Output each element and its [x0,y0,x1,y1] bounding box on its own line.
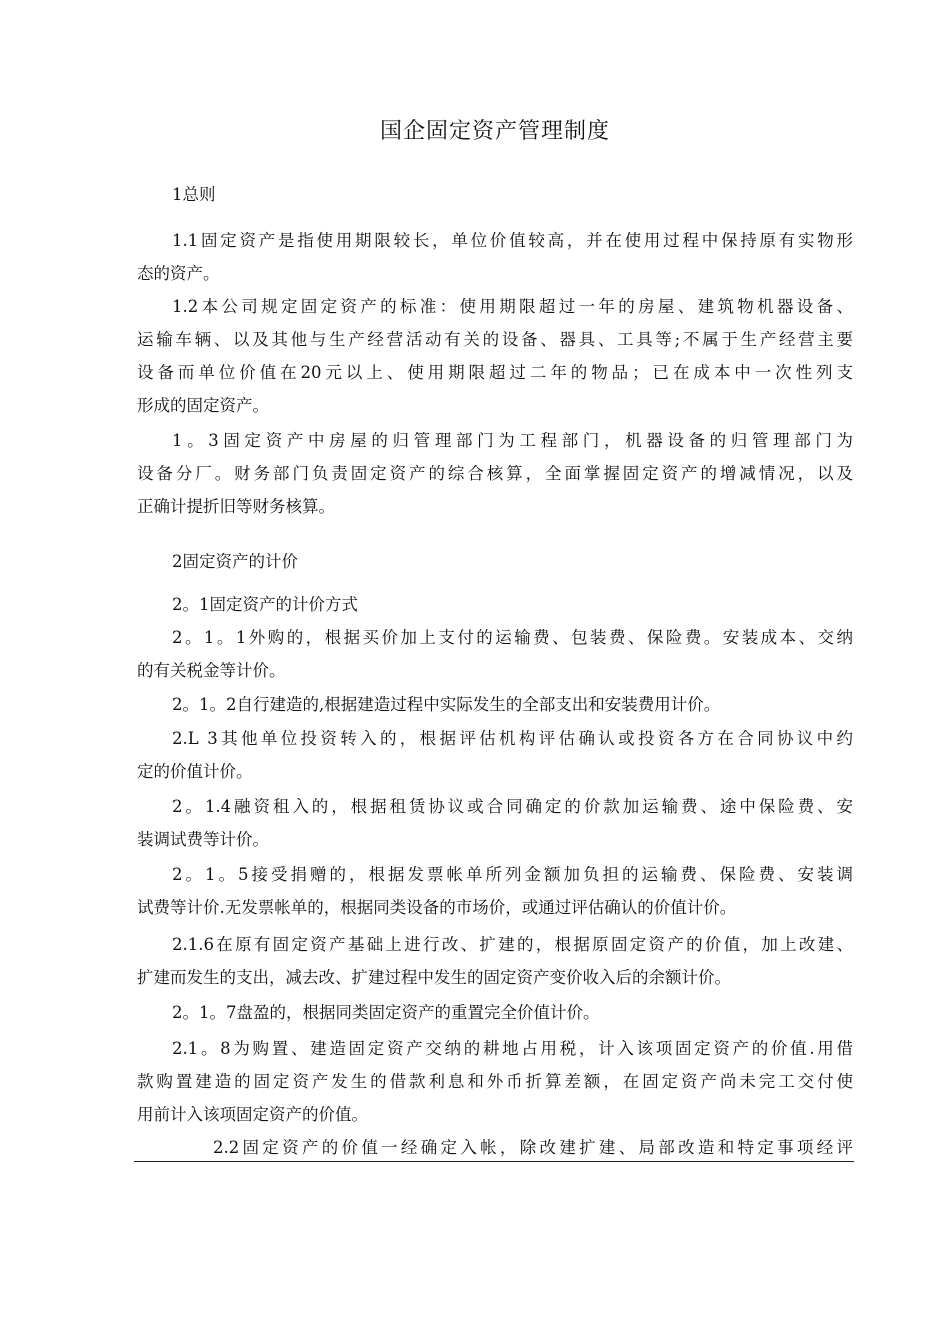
section-heading-2: 2固定资产的计价 [172,552,298,571]
paragraph-line: 1.2本公司规定固定资产的标准：使用期限超过一年的房屋、建筑物机器设备、 [172,297,853,316]
paragraph-line: 设备而单位价值在20元以上、使用期限超过二年的物品；已在成本中一次性列支 [137,363,853,382]
paragraph-line: 1。3固定资产中房屋的归管理部门为工程部门，机器设备的归管理部门为 [172,431,853,450]
section-heading-1: 1总则 [172,185,216,204]
paragraph-line: 款购置建造的固定资产发生的借款利息和外币折算差额，在固定资产尚未完工交付使 [137,1072,853,1091]
paragraph-line: 2.L 3其他单位投资转入的，根据评估机构评估确认或投资各方在合同协议中约 [172,729,853,748]
paragraph-line: 运输车辆、以及其他与生产经营活动有关的设备、器具、工具等;不属于生产经营主要 [137,330,853,349]
paragraph-line: 用前计入该项固定资产的价值。 [137,1105,368,1124]
paragraph-line: 2.1。8为购置、建造固定资产交纳的耕地占用税，计入该项固定资产的价值.用借 [172,1039,853,1058]
paragraph-line: 2。1。2自行建造的,根据建造过程中实际发生的全部支出和安装费用计价。 [172,695,721,714]
paragraph-line: 2。1。1外购的，根据买价加上支付的运输费、包装费、保险费。安装成本、交纳 [172,628,853,647]
paragraph-line: 试费等计价.无发票帐单的，根据同类设备的市场价，或通过评估确认的价值计价。 [137,898,737,917]
paragraph-line: 2。1。7盘盈的，根据同类固定资产的重置完全价值计价。 [172,1003,600,1022]
paragraph-line: 2.2固定资产的价值一经确定入帐，除改建扩建、局部改造和特定事项经评 [213,1138,853,1157]
paragraph-line: 2。1。5接受捐赠的，根据发票帐单所列金额加负担的运输费、保险费、安装调 [172,865,853,884]
paragraph-line: 设备分厂。财务部门负责固定资产的综合核算，全面掌握固定资产的增减情况，以及 [137,464,853,483]
paragraph-line: 装调试费等计价。 [137,830,269,849]
paragraph-line: 2.1.6在原有固定资产基础上进行改、扩建的，根据原固定资产的价值，加上改建、 [172,935,853,954]
paragraph-line: 态的资产。 [137,264,220,283]
paragraph-line: 的有关税金等计价。 [137,661,286,680]
paragraph-line: 定的价值计价。 [137,762,253,781]
paragraph-line: 扩建而发生的支出，减去改、扩建过程中发生的固定资产变价收入后的余额计价。 [137,968,731,987]
subsection-heading: 2。1固定资产的计价方式 [172,595,358,614]
bottom-rule [134,1161,854,1162]
paragraph-line: 1.1固定资产是指使用期限较长，单位价值较高，并在使用过程中保持原有实物形 [172,231,853,250]
page-title: 国企固定资产管理制度 [379,119,610,144]
paragraph-line: 正确计提折旧等财务核算。 [137,497,335,516]
paragraph-line: 2。1.4融资租入的，根据租赁协议或合同确定的价款加运输费、途中保险费、安 [172,797,853,816]
paragraph-line: 形成的固定资产。 [137,396,269,415]
